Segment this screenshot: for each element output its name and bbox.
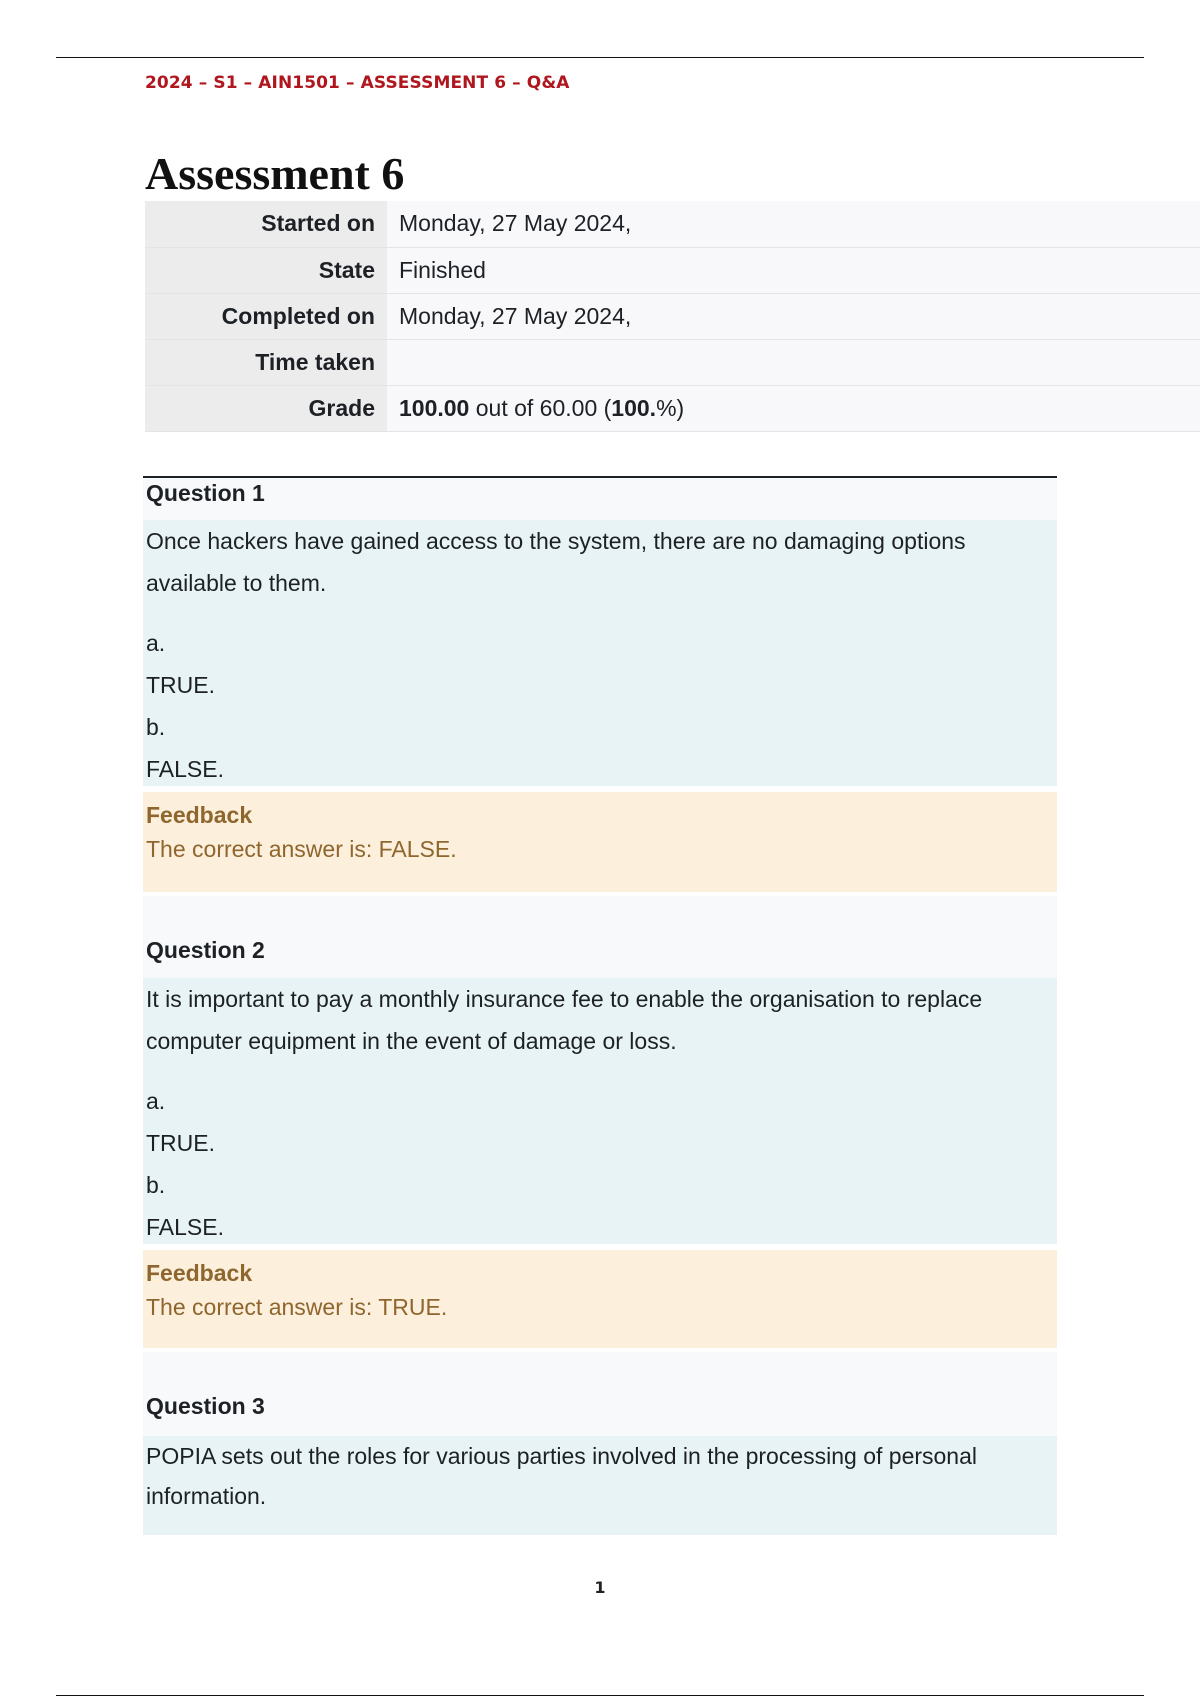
summary-value: Monday, 27 May 2024, [387, 293, 1200, 339]
summary-row-time-taken [145, 339, 1200, 385]
option-letter: b. [146, 1172, 166, 1198]
question-header: Question 1 [143, 478, 1057, 520]
summary-label: Started on [145, 201, 387, 247]
grade-suffix: %) [656, 394, 685, 421]
option-label: TRUE. [146, 672, 215, 698]
summary-row-completed [145, 293, 1200, 339]
summary-label: State [145, 247, 387, 293]
option-label: TRUE. [146, 1130, 215, 1156]
summary-row-grade [145, 385, 1200, 431]
summary-value: Monday, 27 May 2024, [387, 201, 1200, 247]
grade-percent: 100. [611, 394, 657, 421]
feedback-panel [143, 792, 1057, 892]
page-number: 1 [594, 1578, 606, 1597]
summary-label: Time taken [145, 339, 387, 385]
summary-value [387, 339, 1200, 385]
question-body [143, 520, 1057, 786]
question-text: It is important to pay a monthly insurance fee to enable the organisation to replace computer equipment in the event of damage or loss. [146, 986, 983, 1054]
option-letter: b. [146, 714, 166, 740]
question-block [143, 478, 1057, 892]
question-body [143, 978, 1057, 1244]
grade-score: 100.00 [399, 394, 470, 421]
summary-label: Completed on [145, 293, 387, 339]
option-letter: a. [146, 630, 166, 656]
feedback-title: Feedback [146, 802, 253, 828]
option-label: FALSE. [146, 1214, 224, 1240]
question-block [143, 896, 1057, 1348]
question-text: Once hackers have gained access to the system, there are no damaging options available to them. [146, 528, 966, 596]
bottom-rule [56, 1695, 1144, 1696]
summary-value: Finished [387, 247, 1200, 293]
question-header: Question 2 [143, 896, 1057, 978]
question-text: POPIA sets out the roles for various parties involved in the processing of personal information. [146, 1443, 977, 1509]
attempt-summary-table [145, 201, 1200, 432]
feedback-title: Feedback [146, 1260, 253, 1286]
summary-row-state [145, 247, 1200, 293]
question-header: Question 3 [143, 1352, 1057, 1436]
feedback-text: The correct answer is: FALSE. [146, 836, 457, 862]
question-block [143, 1352, 1057, 1535]
grade-value [387, 385, 1200, 431]
page-title: Assessment 6 [145, 148, 405, 199]
question-body [143, 1436, 1057, 1535]
option-letter: a. [146, 1088, 166, 1114]
feedback-text: The correct answer is: TRUE. [146, 1294, 448, 1320]
summary-row-started [145, 201, 1200, 247]
top-rule [56, 57, 1144, 58]
option-label: FALSE. [146, 756, 224, 782]
document-header: 2024 – S1 – AIN1501 – ASSESSMENT 6 – Q&A [145, 73, 570, 93]
grade-out-of: out of 60.00 ( [469, 394, 612, 421]
feedback-panel [143, 1250, 1057, 1348]
summary-label: Grade [145, 385, 387, 431]
